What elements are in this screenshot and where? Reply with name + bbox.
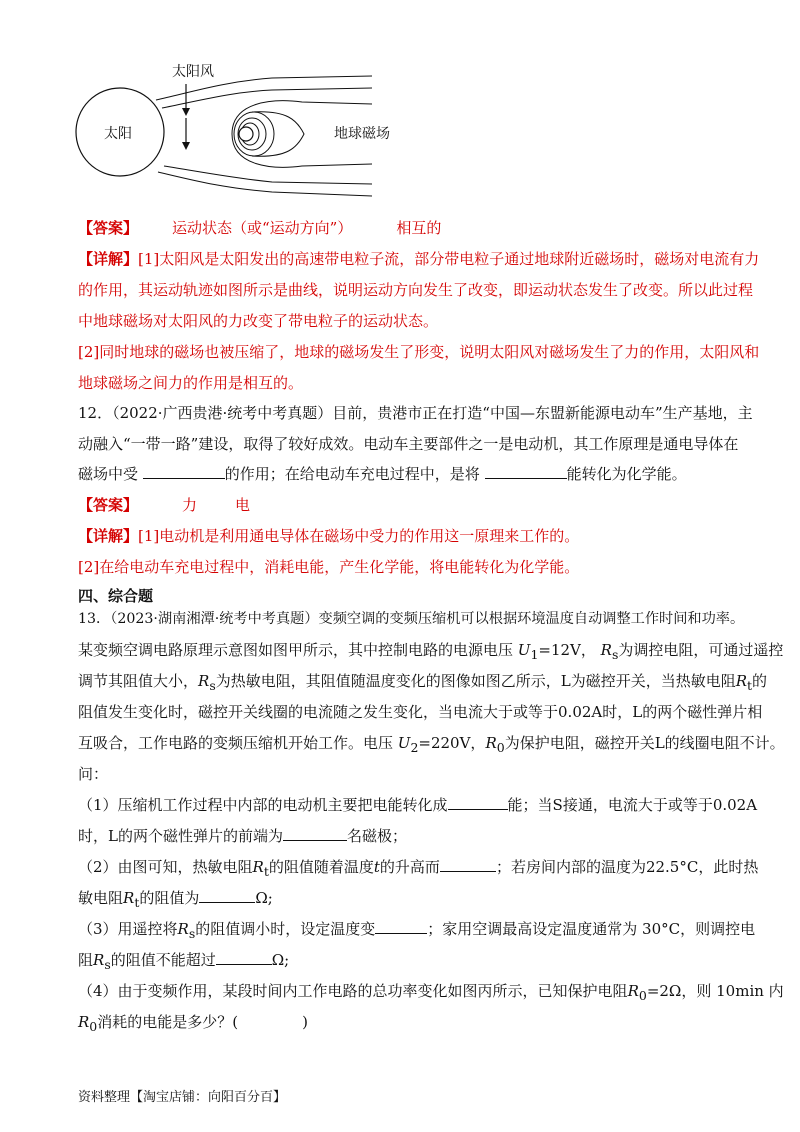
q13-part1-line-1: （1）压缩机工作过程中内部的电动机主要把电能转化成 能；当S接通，电流大于或等于0.02A <box>78 796 758 814</box>
earth-field-label: 地球磁场 <box>334 126 390 142</box>
q13-line-4: 阻值发生变化时，磁控开关线圈的电流随之发生变化，当电流大于或等于0.02A时，L的两个磁性弹片相 <box>78 703 763 721</box>
detail-tag: 【详解】 <box>78 250 139 268</box>
q11-detail-line-2: 的作用，其运动轨迹如图所示是曲线，说明运动方向发生了改变，即运动状态发生了改变。所以此过程 <box>78 281 754 299</box>
q13-blank-3[interactable] <box>440 857 496 872</box>
q12-line-3: 磁场中受 的作用；在给电动车充电过程中，是将 能转化为化学能。 <box>78 465 687 483</box>
q11-answer-line <box>78 218 441 238</box>
q13-line-5: 互吸合，工作电路的变频压缩机开始工作。电压 $U_2=220V$，$R_0$为保护电阻，磁控开关L的线圈电阻不计。 <box>78 734 785 755</box>
q12-line-2: 动融入“一带一路”建设，取得了较好成效。电动车主要部件之一是电动机，其工作原理是通电导体在 <box>78 435 739 453</box>
q13-part3-line-1: （3）用遥控将$R_s$的阻值调小时，设定温度变 ；家用空调最高设定温度通常为 30°C，则调控电 <box>78 920 756 941</box>
earth-circle <box>239 127 253 141</box>
q12-detail-line-1: 【详解】[1]电动机是利用通电导体在磁场中受力的作用这一原理来工作的。 <box>78 527 580 545</box>
q11-detail-line-5: 地球磁场之间力的作用是相互的。 <box>78 374 304 392</box>
q11-detail-line-3: 中地球磁场对太阳风的力改变了带电粒子的运动状态。 <box>78 312 439 330</box>
q13-part2-line-2: 敏电阻$R_t$的阻值为 Ω; <box>78 889 273 910</box>
q12-answer-2: 电 <box>235 496 251 514</box>
q13-blank-1[interactable] <box>448 795 508 810</box>
q13-part1-line-2: 时，L的两个磁性弹片的前端为 名磁极； <box>78 827 407 845</box>
q13-line-6: 问： <box>78 765 109 783</box>
q12-blank-1[interactable] <box>143 464 225 479</box>
q13-blank-6[interactable] <box>216 950 272 965</box>
q13-line-3: 调节其阻值大小，$R_s$为热敏电阻，其阻值随温度变化的图像如图乙所示，L为磁控开关，当热敏电阻$R_t$的 <box>78 672 768 693</box>
q11-detail-line-1: 【详解】[1]太阳风是太阳发出的高速带电粒子流，部分带电粒子通过地球附近磁场时，磁场对电流有力 <box>78 250 760 268</box>
q11-answer-2: 相互的 <box>396 219 442 237</box>
sun-label: 太阳 <box>104 126 132 142</box>
q13-part4-line-2: $R_0$消耗的电能是多少？( ) <box>78 1013 308 1034</box>
q13-line-1: 13．（2023·湖南湘潭·统考中考真题）变频空调的变频压缩机可以根据环境温度自动调整工作时间和功率。 <box>78 611 745 627</box>
q11-detail-line-4: [2]同时地球的磁场也被压缩了，地球的磁场发生了形变，说明太阳风对磁场发生了力的作用，太阳风和 <box>78 343 760 361</box>
q12-line-1: 12．（2022·广西贵港·统考中考真题）目前，贵港市正在打造“中国—东盟新能源电动车”生产基地，主 <box>78 404 753 422</box>
q12-answer-line: 【答案】 力 电 <box>78 496 251 514</box>
q13-blank-5[interactable] <box>375 919 427 934</box>
q13-blank-4[interactable] <box>199 888 255 903</box>
q11-answer-1: 运动状态（或“运动方向”） <box>172 219 353 237</box>
section-heading: 四、综合题 <box>78 587 154 605</box>
footer-text: 资料整理【淘宝店铺：向阳百分百】 <box>78 1090 287 1105</box>
q13-part4-line-1: （4）由于变频作用，某段时间内工作电路的总功率变化如图丙所示，已知保护电阻$R_0=2\Omega$，则 10min 内 <box>78 982 784 1003</box>
q13-blank-2[interactable] <box>283 826 347 841</box>
answer-tag: 【答案】 <box>78 219 139 237</box>
q13-line-2: 某变频空调电路原理示意图如图甲所示，其中控制电路的电源电压 $U_1=12V$， $R_s$为调控电阻，可通过遥控 <box>78 641 784 662</box>
q12-blank-2[interactable] <box>485 464 567 479</box>
q12-answer-1: 力 <box>182 496 198 514</box>
solar-wind-label: 太阳风 <box>172 64 214 80</box>
q13-part2-line-1: （2）由图可知，热敏电阻$R_t$的阻值随着温度t的升高而 ；若房间内部的温度为22.5°C，此时热 <box>78 858 759 879</box>
q13-part3-line-2: 阻$R_s$的阻值不能超过 Ω; <box>78 951 290 972</box>
q12-detail-line-2: [2]在给电动车充电过程中，消耗电能，产生化学能，将电能转化为化学能。 <box>78 558 580 576</box>
solar-wind-figure <box>72 50 402 200</box>
